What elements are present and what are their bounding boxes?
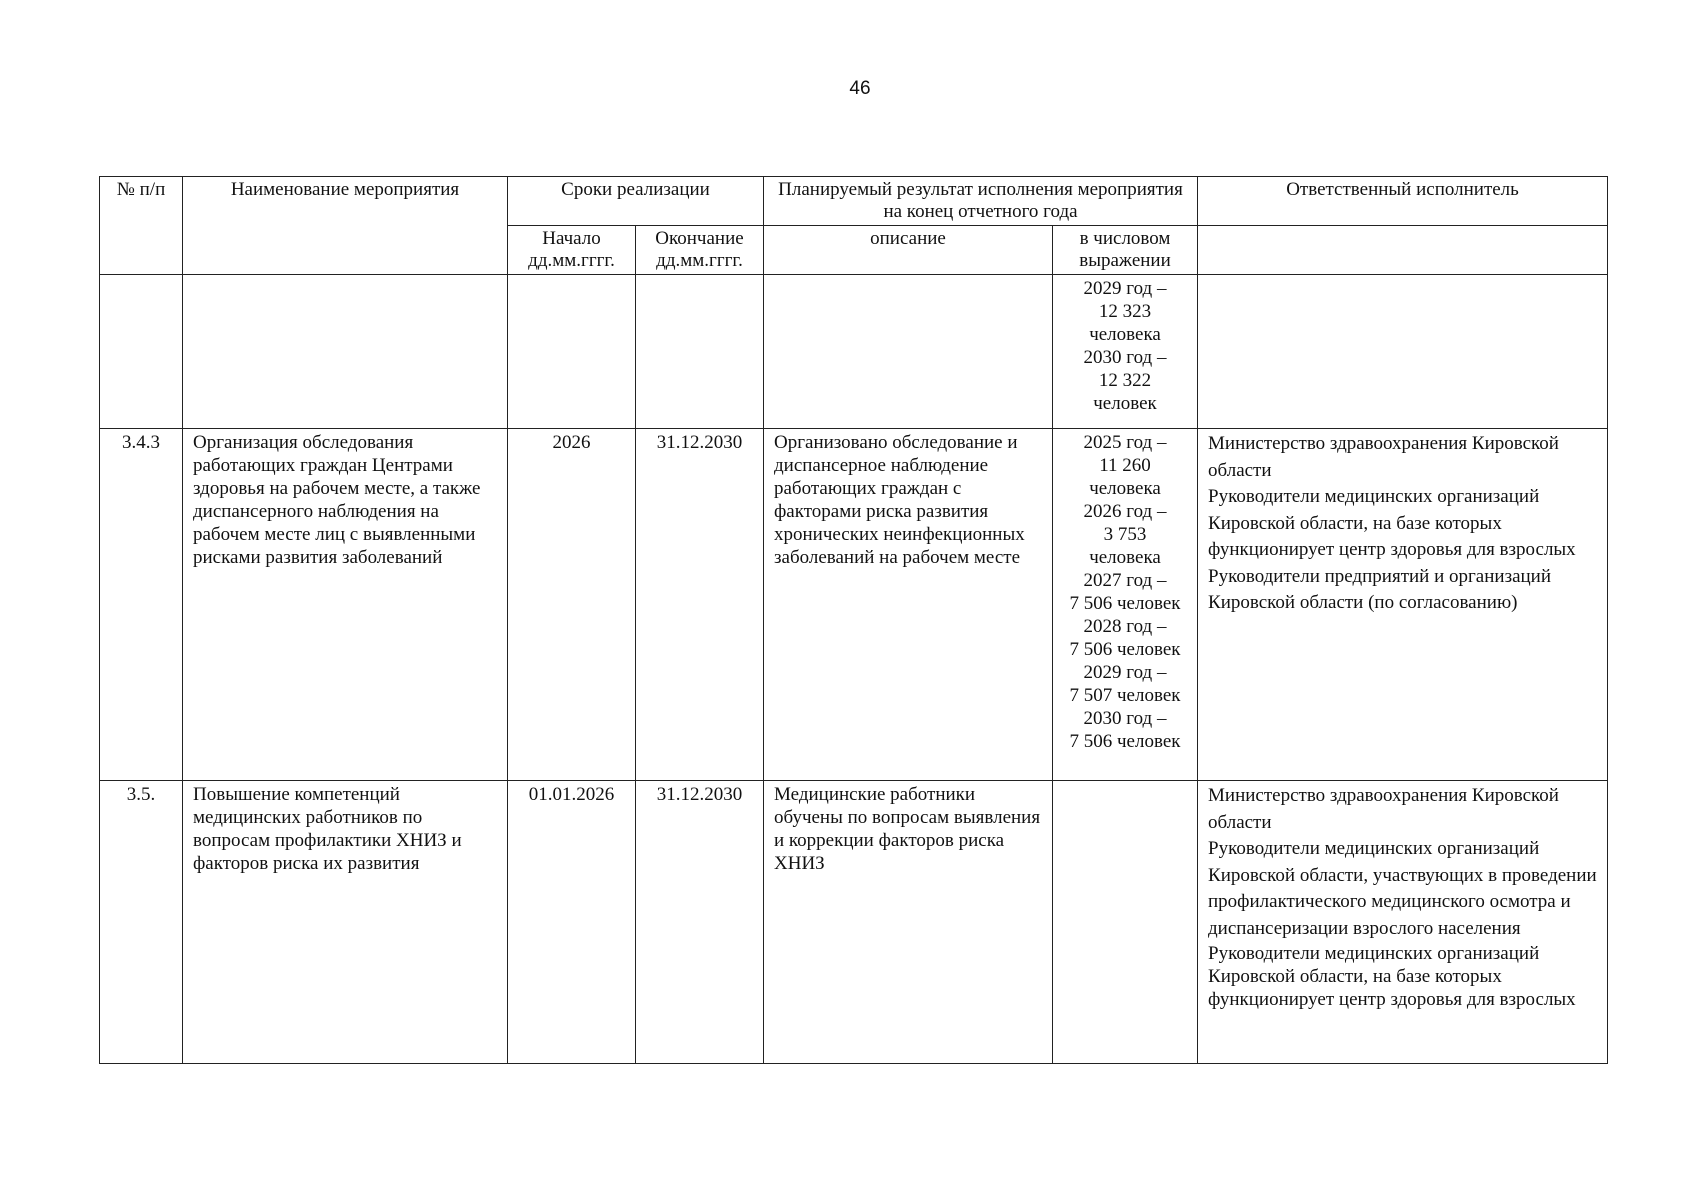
numeric-line: 2027 год – (1083, 570, 1167, 591)
row-description (764, 275, 1053, 429)
row-numeric (1053, 781, 1198, 1064)
numeric-line: 12 323 (1098, 301, 1152, 322)
row-numeric (1053, 429, 1198, 781)
header-terms: Сроки реализации (508, 177, 764, 226)
numeric-line: 7 506 человек (1069, 593, 1181, 614)
numeric-line: 2028 год – (1083, 616, 1167, 637)
row-name: Организация обследования работающих граждан Центрами здоровья на рабочем месте, а также диспансерного наблюдения на рабочем месте лиц с выявленными рисками развития заболеваний (183, 429, 508, 781)
numeric-line: 7 506 человек (1069, 639, 1181, 660)
numeric-line: 2026 год – (1083, 501, 1167, 522)
numeric-line: 7 507 человек (1069, 685, 1181, 706)
header-num: № п/п (100, 177, 183, 275)
row-end: 31.12.2030 (636, 781, 764, 1064)
header-responsible: Ответственный исполнитель (1198, 177, 1608, 226)
responsible-entry: Руководители предприятий и организаций Кировской области (по согласованию) (1208, 565, 1552, 613)
row-responsible (1198, 781, 1608, 1064)
numeric-line: человека (1089, 478, 1161, 499)
activities-table (99, 176, 1608, 1064)
responsible-entry: Руководители медицинских организаций Кировской области, на базе которых функционирует центр здоровья для взрослых (1208, 486, 1576, 560)
header-row-1 (100, 177, 1608, 226)
numeric-line: 2029 год – (1083, 278, 1167, 299)
row-responsible (1198, 275, 1608, 429)
numeric-line: 3 753 (1103, 524, 1147, 545)
row-num: 3.5. (100, 781, 183, 1064)
numeric-line: 11 260 (1099, 455, 1151, 476)
header-numeric: в числовом выражении (1053, 226, 1198, 275)
row-num: 3.4.3 (100, 429, 183, 781)
header-description: описание (764, 226, 1053, 275)
row-description: Медицинские работники обучены по вопросам выявления и коррекции факторов риска ХНИЗ (764, 781, 1053, 1064)
header-name: Наименование мероприятия (183, 177, 508, 275)
row-responsible (1198, 429, 1608, 781)
page-number: 46 (849, 78, 871, 99)
row-end: 31.12.2030 (636, 429, 764, 781)
numeric-line: 2025 год – (1083, 432, 1167, 453)
header-result: Планируемый результат исполнения мероприятия на конец отчетного года (764, 177, 1198, 226)
row-name (183, 275, 508, 429)
table-row-continuation (100, 275, 1608, 429)
header-end: Окончание дд.мм.гггг. (636, 226, 764, 275)
numeric-line: 7 506 человек (1069, 731, 1181, 752)
numeric-line: 2030 год – (1083, 347, 1167, 368)
header-responsible-sub (1198, 226, 1608, 275)
row-description: Организовано обследование и диспансерное наблюдение работающих граждан с факторами риска развития хронических неинфекционных заболеваний на рабочем месте (764, 429, 1053, 781)
row-num (100, 275, 183, 429)
row-start (508, 275, 636, 429)
numeric-line: человека (1089, 547, 1161, 568)
row-end (636, 275, 764, 429)
row-name: Повышение компетенций медицинских работников по вопросам профилактики ХНИЗ и факторов риска их развития (183, 781, 508, 1064)
row-start: 01.01.2026 (508, 781, 636, 1064)
table-row-3-4-3 (100, 429, 1608, 781)
numeric-line: человека (1089, 324, 1161, 345)
numeric-line: 12 322 (1098, 370, 1152, 391)
row-numeric (1053, 275, 1198, 429)
table-row-3-5 (100, 781, 1608, 1064)
row-start: 2026 (508, 429, 636, 781)
numeric-line: 2030 год – (1083, 708, 1167, 729)
responsible-entry: Министерство здравоохранения Кировской области (1208, 433, 1559, 481)
numeric-line: 2029 год – (1083, 662, 1167, 683)
responsible-entry: Министерство здравоохранения Кировской области (1208, 785, 1559, 833)
header-start: Начало дд.мм.гггг. (508, 226, 636, 275)
responsible-entry: Руководители медицинских организаций Кировской области, на базе которых функционирует центр здоровья для взрослых (1208, 943, 1576, 1010)
numeric-line: человек (1093, 393, 1157, 414)
responsible-entry: Руководители медицинских организаций Кировской области, участвующих в проведении профилактического медицинского осмотра и диспансеризации взрослого населения (1208, 838, 1597, 939)
